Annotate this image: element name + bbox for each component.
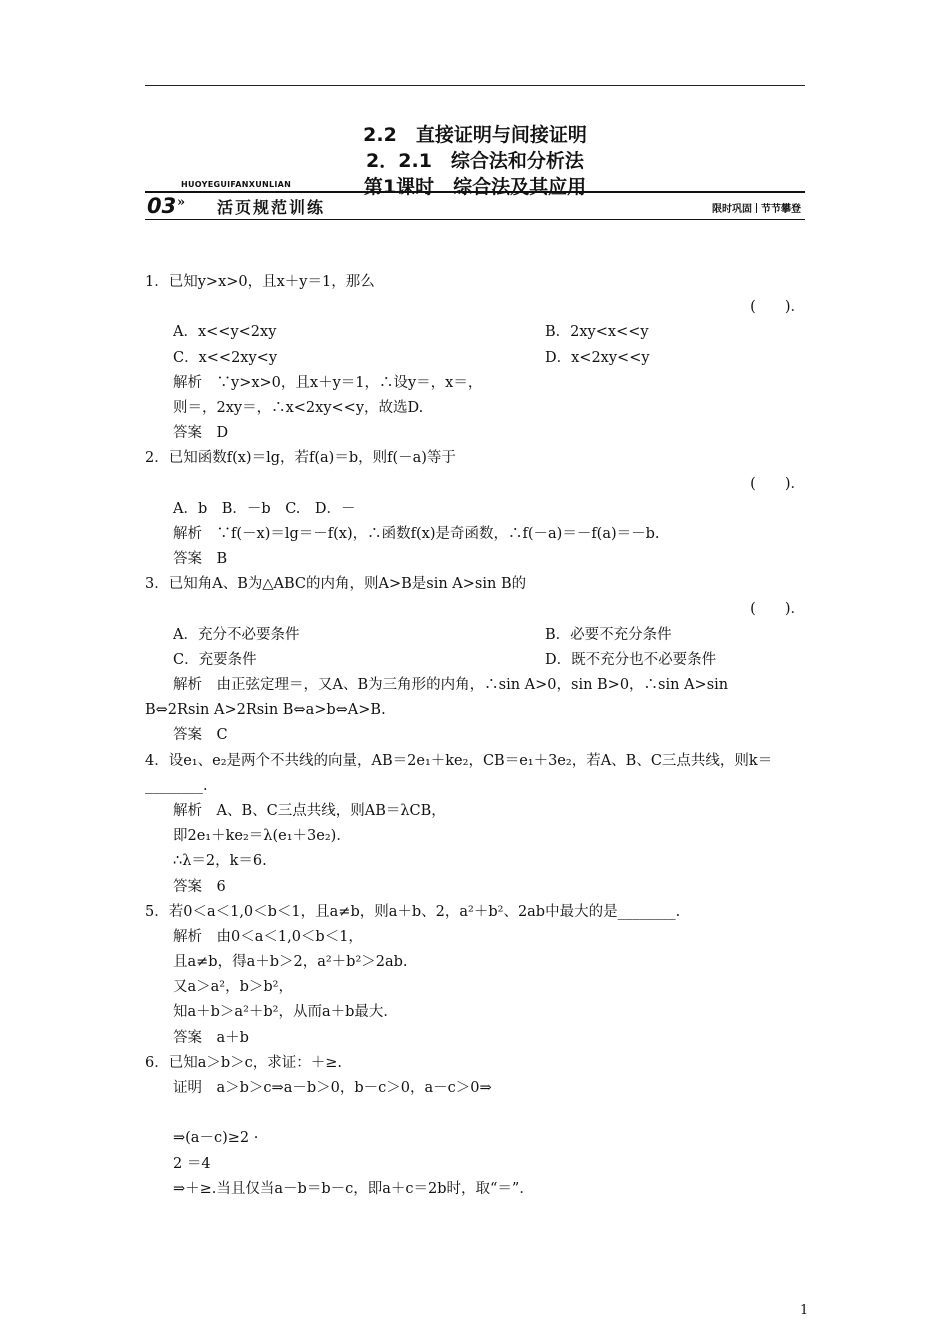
q4-analysis-1: 解析 A、B、C三点共线，则AB＝λCB， [173,802,446,819]
q5-answer: 答案 a＋b [173,1029,249,1046]
q4-analysis-3: ∴λ＝2，k＝6. [173,853,267,870]
q6-spacer [145,1101,805,1126]
q1-option-c: C．x<<2xy<y [173,349,278,366]
section-title: 2.2 直接证明与间接证明 [363,124,587,146]
subsection-title: 2．2.1 综合法和分析法 [366,150,584,172]
practice-banner [145,180,805,240]
q1-analysis-2: 则＝，2xy＝，∴x<2xy<<y，故选D. [173,399,424,416]
q1-option-d: D．x<2xy<<y [545,349,650,366]
q5-stem: 5．若0＜a＜1,0＜b＜1，且a≠b，则a＋b、2，a²＋b²、2ab中最大的是________. [145,903,681,920]
q2-answer: 答案 B [173,551,228,568]
q6-proof-3: 2 ＝4 [173,1155,211,1172]
exercise-content [145,270,805,1202]
q1-stem: 1．已知y>x>0，且x＋y＝1，那么 [145,274,375,290]
q3-analysis-2: B⇔2Rsin A>2Rsin B⇔a>b⇔A>B. [145,702,386,719]
q4-blank: ________. [145,777,208,794]
q4-answer: 答案 6 [173,878,226,895]
q5-analysis-3: 又a＞a²，b＞b²， [173,979,293,996]
banner-tag-1: 限时巩固 [712,204,752,215]
q1-options-row-2 [145,346,805,371]
banner-pinyin: HUOYEGUIFANXUNLIAN [181,180,292,189]
banner-tags [712,200,801,215]
q3-analysis-1: 解析 由正弦定理＝，又A、B为三角形的内角，∴sin A>0，sin B>0，∴sin A>sin [173,677,729,693]
q1-answer: 答案 D [173,425,229,442]
q1-options-row-1 [145,320,805,345]
q3-option-c: C．充要条件 [173,651,257,668]
banner-number: 03 [147,194,177,218]
q5-analysis-2: 且a≠b，得a＋b＞2，a²＋b²＞2ab. [173,954,408,971]
q3-answer: 答案 C [173,727,228,744]
q6-proof-1: 证明 a＞b＞c⇒a－b＞0，b－c＞0，a－c＞0⇒ [173,1080,492,1096]
q3-options-row-2 [145,648,805,673]
q1-option-b: B．2xy<x<<y [545,324,649,341]
page-number: 1 [800,1303,809,1318]
q3-option-b: B．必要不充分条件 [545,626,672,643]
q5-analysis-1: 解析 由0＜a＜1,0＜b＜1， [173,928,363,945]
q3-option-d: D．既不充分也不必要条件 [545,651,717,668]
q6-proof-4: ⇒＋≥.当且仅当a－b＝b－c，即a＋c＝2b时，取“＝”． [173,1180,534,1197]
lesson-title: 第1课时 综合法及其应用 [363,176,587,198]
banner-title: 活页规范训练 [217,198,326,217]
banner-bar [145,191,805,220]
answer-parens: ( )． [750,601,805,618]
q1-option-a: A．x<<y<2xy [173,324,277,341]
q3-paren-line [145,597,805,622]
q6-stem: 6．已知a＞b＞c，求证：＋≥. [145,1054,343,1071]
banner-tag-2: 节节攀登 [761,204,801,215]
answer-parens: ( )． [750,475,805,492]
q3-options-row-1 [145,623,805,648]
q1-analysis-1: 解析 ∵y>x>0，且x＋y＝1，∴设y＝，x＝， [173,374,483,391]
q6-proof-2: ⇒(a－c)≥2 · [173,1130,259,1147]
answer-parens: ( )． [750,299,805,316]
double-chevron-icon: » [177,195,186,210]
q1-paren-line [145,295,805,320]
q4-stem: 4．设e₁、e₂是两个不共线的向量，AB＝2e₁＋ke₂，CB＝e₁＋3e₂，若A、B、C三点共线，则k＝ [145,752,773,769]
q3-stem: 3．已知角A、B为△ABC的内角，则A>B是sin A>sin B的 [145,576,527,593]
tag-divider [756,203,757,213]
q2-analysis: 解析 ∵f(－x)＝lg＝－f(x)，∴函数f(x)是奇函数，∴f(－a)＝－f(a)＝－b. [173,525,660,542]
q2-options: A．b B．－b C. D．－ [173,500,356,517]
q3-option-a: A．充分不必要条件 [173,626,300,643]
header-rule [145,85,805,86]
q4-analysis-2: 即2e₁＋ke₂＝λ(e₁＋3e₂)． [173,828,351,845]
q5-analysis-4: 知a＋b＞a²＋b²，从而a＋b最大． [173,1004,398,1021]
q2-paren-line [145,472,805,497]
q2-stem: 2．已知函数f(x)＝lg，若f(a)＝b，则f(－a)等于 [145,450,456,467]
